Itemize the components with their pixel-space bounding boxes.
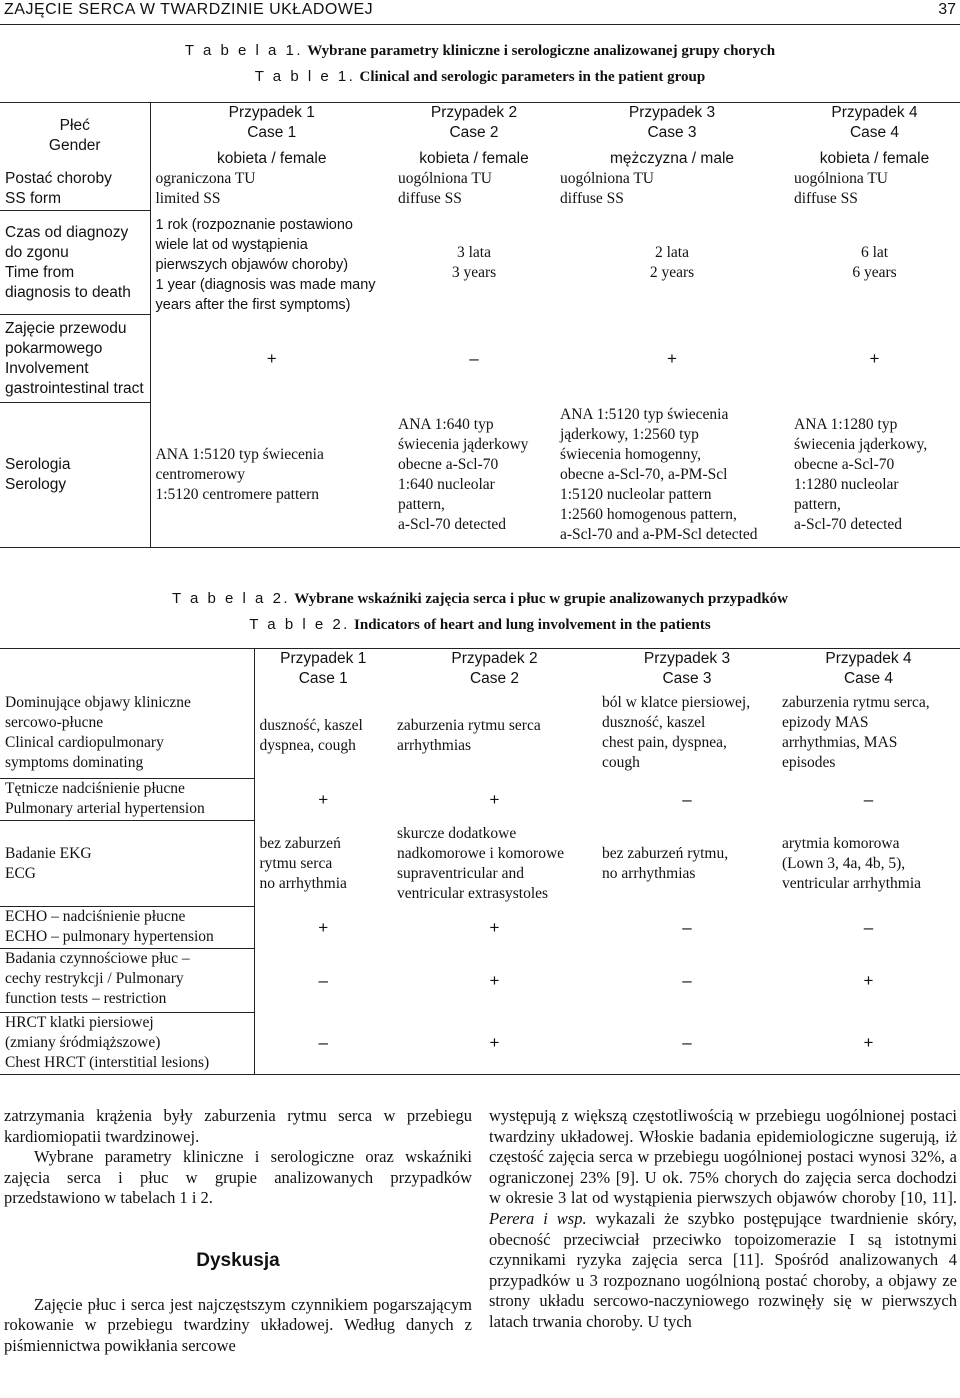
case3-gi: +	[667, 348, 677, 368]
case2-gi: –	[469, 348, 479, 368]
section-heading: Dyskusja	[196, 1249, 280, 1271]
case2-sero: ANA 1:640 typ świecenia jąderkowy obecne a-Scl-70 1:640 nucleolar pattern, a-Scl-70 detected	[398, 415, 529, 533]
case3-header: Przypadek 3 Case 3	[628, 104, 716, 141]
t2-case4-symptoms: zaburzenia rytmu serca, epizody MAS arrhythmias, MAS episodes	[782, 693, 930, 771]
paragraph-tables-ref: Wybrane parametry kliniczne i serologiczne oraz wskaźniki zajęcia serca i płuc w grupie analizowanych przypadków przedstawiono w tabelach 1 i 2.	[4, 1147, 472, 1208]
case1-sero: ANA 1:5120 typ świecenia centromerowy 1:5120 centromere pattern	[155, 445, 324, 503]
t2-case3-pft: –	[682, 970, 692, 990]
case4-time: 6 lat 6 years	[852, 243, 897, 281]
body-column-right	[489, 1106, 957, 1333]
table1-time-row	[0, 211, 960, 315]
sero-label: Serologia Serology	[0, 403, 150, 548]
ecg-label: Badanie EKG ECG	[0, 821, 254, 907]
form-label: Postać choroby SS form	[0, 169, 150, 211]
t2-case3-symptoms: ból w klatce piersiowej, duszność, kaszel chest pain, dyspnea, cough	[602, 693, 751, 771]
table-1	[0, 102, 960, 548]
case1-sex: kobieta / female	[217, 149, 327, 167]
t2-case3-header: Przypadek 3 Case 3	[643, 650, 731, 687]
t2-case2-hrct: +	[489, 1033, 500, 1053]
t2-case4-ecg: arytmia komorowa (Lown 3, 4a, 4b, 5), ventricular arrhythmia	[782, 834, 922, 892]
pah-label: Tętnicze nadciśnienie płucne Pulmonary arterial hypertension	[0, 779, 254, 821]
t2-case3-pah: –	[682, 789, 692, 809]
t2-case1-hrct: –	[318, 1033, 328, 1053]
paragraph-right: występują z większą częstotliwością w przebiegu uogólnionej postaci twardziny układowej. Włoskie badania epidemiologiczne sugerują, iż częstość zajęcia serca w przebiegu uogólnionej postaci wynosi 32%, a ograniczonej 23% [9]. U ok. 75% chorych do zajęcia serca dochodzi w okresie 3 lat od wystąpienia pierwszych objawów choroby [10, 11]. Perera i wsp. wykazali że szybko postępujące twardnienie skóry, obecność przeciwciał przeciwko topoizomerazie I są istotnymi czynnikami ryzyka zajęcia serca [11]. Spośród analizowanych 4 przypadków u 3 rozpoznano uogólnioną postać choroby, a objawy ze strony układu sercowo-naczyniowego rozwinęły się w pierwszych latach trwania choroby. U tych	[489, 1106, 958, 1331]
symptoms-label: Dominujące objawy kliniczne sercowo-płucne Clinical cardiopulmonary symptoms dominating	[0, 693, 254, 779]
t2-case2-ecg: skurcze dodatkowe nadkomorowe i komorowe supraventricular and ventricular extrasystoles	[397, 824, 565, 902]
t2-case1-pah: +	[318, 789, 329, 809]
table1-header-row	[0, 103, 960, 149]
paragraph-discussion: Zajęcie płuc i serca jest najczęstszym czynnikiem pogarszającym rokowanie w przebiegu twardziny układowej. Według danych z piśmiennictwa powikłania sercowe	[4, 1294, 472, 1355]
table1-sero-row	[0, 403, 960, 548]
case2-header: Przypadek 2 Case 2	[430, 104, 518, 141]
citation-perera: Perera i wsp.	[489, 1208, 587, 1228]
table2-caption-en: T a b l e 2. Indicators of heart and lung involvement in the patients	[249, 616, 711, 633]
table2-header-row	[0, 649, 960, 693]
t2-case4-hrct: +	[863, 1033, 874, 1053]
running-header	[0, 0, 960, 25]
t2-case2-pah: +	[489, 789, 500, 809]
table1-gi-row	[0, 315, 960, 403]
t2-case2-echo: +	[489, 917, 500, 937]
t2-case2-pft: +	[489, 970, 500, 990]
case1-form: ograniczona TU limited SS	[155, 169, 256, 207]
t2-case1-header: Przypadek 1 Case 1	[280, 650, 367, 687]
case2-time: 3 lata 3 years	[451, 243, 497, 281]
case2-form: uogólniona TU diffuse SS	[398, 169, 492, 207]
table1-caption-en: T a b l e 1. Clinical and serologic parameters in the patient group	[254, 68, 706, 85]
case4-form: uogólniona TU diffuse SS	[794, 169, 888, 207]
time-label: Czas od diagnozy do zgonu Time from diagnosis to death	[0, 211, 150, 315]
t2-case3-echo: –	[682, 917, 692, 937]
t2-case2-symptoms: zaburzenia rytmu serca arrhythmias	[397, 716, 541, 754]
table1-form-row	[0, 169, 960, 211]
case4-gi: +	[869, 348, 880, 368]
pft-label: Badania czynnościowe płuc – cechy restrykcji / Pulmonary function tests – restriction	[0, 949, 254, 1013]
table2-symptoms-row	[0, 693, 960, 779]
t2-case1-pft: –	[318, 970, 328, 990]
table2-caption-pl: T a b e l a 2. Wybrane wskaźniki zajęcia serca i płuc w grupie analizowanych przypadków	[171, 590, 789, 607]
case3-form: uogólniona TU diffuse SS	[560, 169, 654, 207]
t2-case3-hrct: –	[682, 1033, 692, 1053]
table2-echo-row	[0, 907, 960, 949]
table2-ecg-row	[0, 821, 960, 907]
gi-label: Zajęcie przewodu pokarmowego Involvement gastrointestinal tract	[0, 315, 150, 403]
case3-sero: ANA 1:5120 typ świecenia jąderkowy, 1:2560 typ świecenia homogenny, obecne a-Scl-70, a-PM-Scl 1:5120 nucleolar pattern 1:2560 homogenous pattern, a-Scl-70 and a-PM-Scl detected	[560, 405, 758, 543]
case2-sex: kobieta / female	[419, 149, 529, 167]
table2-pft-row	[0, 949, 960, 1013]
t2-case4-header: Przypadek 4 Case 4	[825, 650, 912, 687]
t2-case4-pah: –	[863, 789, 874, 809]
t2-case2-header: Przypadek 2 Case 2	[451, 650, 538, 687]
case4-header: Przypadek 4 Case 4	[831, 104, 918, 141]
paragraph-cardiac-arrest: zatrzymania krążenia były zaburzenia rytmu serca w przebiegu kardiomiopatii twardzinowej.	[4, 1106, 472, 1146]
t2-case4-echo: –	[863, 917, 874, 937]
hrct-label: HRCT klatki piersiowej (zmiany śródmiąższowe) Chest HRCT (interstitial lesions)	[0, 1013, 254, 1075]
t2-case1-echo: +	[318, 917, 329, 937]
table-2	[0, 648, 960, 1075]
case4-sero: ANA 1:1280 typ świecenia jąderkowy, obecne a-Scl-70 1:1280 nucleolar pattern, a-Scl-70 detected	[794, 415, 928, 533]
body-column-left	[4, 1106, 472, 1356]
table2-pah-row	[0, 779, 960, 821]
table2-corner	[0, 649, 254, 693]
case3-time: 2 lata 2 years	[649, 243, 695, 281]
case1-header: Przypadek 1 Case 1	[228, 104, 315, 141]
case4-sex: kobieta / female	[819, 149, 930, 167]
table1-caption-pl: T a b e l a 1. Wybrane parametry kliniczne i serologiczne analizowanej grupy chorych	[184, 42, 776, 59]
t2-case1-symptoms: duszność, kaszel dyspnea, cough	[259, 716, 363, 754]
table2-hrct-row	[0, 1013, 960, 1075]
case3-sex: mężczyzna / male	[609, 149, 735, 167]
case1-time: 1 rok (rozpoznanie postawiono wiele lat od wystąpienia pierwszych objawów choroby) 1 year (diagnosis was made many years after the first symptoms)	[155, 216, 376, 313]
t2-case3-ecg: bez zaburzeń rytmu, no arrhythmias	[602, 844, 729, 882]
page-number: 37	[938, 1, 956, 18]
case1-gi: +	[266, 348, 277, 368]
echo-label: ECHO – nadciśnienie płucne ECHO – pulmonary hypertension	[0, 907, 254, 949]
gender-label: Płeć Gender	[0, 103, 150, 169]
t2-case1-ecg: bez zaburzeń rytmu serca no arrhythmia	[259, 834, 347, 892]
t2-case4-pft: +	[863, 970, 874, 990]
running-title: ZAJĘCIE SERCA W TWARDZINIE UKŁADOWEJ	[4, 1, 374, 18]
